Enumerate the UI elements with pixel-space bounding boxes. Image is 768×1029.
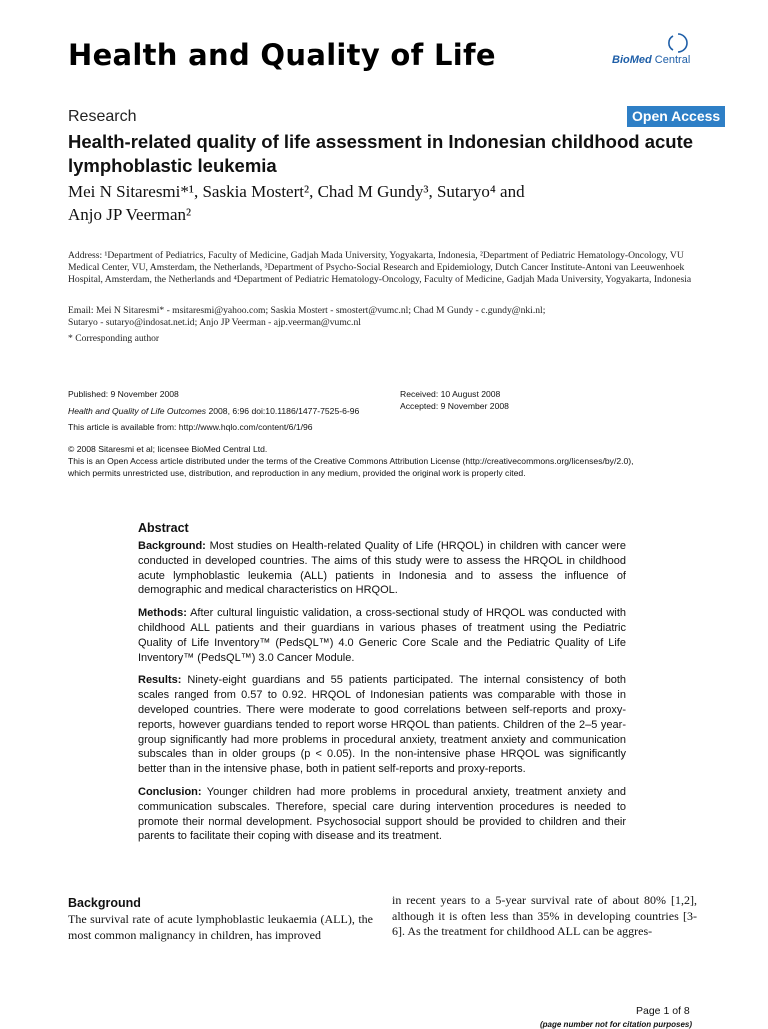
journal-name: Health and Quality of Life Outcomes [68, 406, 207, 416]
citation-line [68, 405, 359, 417]
accepted-date: Accepted: 9 November 2008 [400, 401, 509, 411]
license-line-1[interactable]: This is an Open Access article distributed under the terms of the Creative Commons Attribution License (http://creativecommons.org/licenses/by/2.0), [68, 456, 634, 466]
authors-line-1: Mei N Sitaresmi*¹, Saskia Mostert², Chad M Gundy³, Sutaryo⁴ and [68, 182, 525, 201]
abstract-conclusion-text: Younger children had more problems in procedural anxiety, treatment anxiety and communication subscales. Therefore, special care during intervention procedures is needed to promote their normal development. Psychosocial support should be provided to children and their parents to facilitate their coping with disease and its treatment. [138, 785, 626, 843]
abstract-results-text: Ninety-eight guardians and 55 patients participated. The internal consistency of both scales ranged from 0.57 to 0.92. HRQOL of Indonesian patients was comparable with those in developed countries. There were moderate to good correlations between self-reports and proxy-reports, however guardians tended to report worse HRQOL than patients. Children of the 2–5 year-group significantly had more problems in procedural anxiety, treatment anxiety and communication subscales than in older groups (p < 0.05). In the non-intensive phase HRQOL was significantly better than in the intensive phase, both in patient self-reports and proxy-reports. [138, 674, 626, 776]
body-column-left [68, 896, 373, 943]
emails-line-1[interactable]: Email: Mei N Sitaresmi* - msitaresmi@yahoo.com; Saskia Mostert - smostert@vumc.nl; Chad M Gundy - c.gundy@nki.nl; [68, 305, 546, 316]
body-paragraph-left: The survival rate of acute lymphoblastic leukaemia (ALL), the most common malignancy in children, has improved [68, 912, 373, 942]
body-paragraph-right: in recent years to a 5-year survival rate of about 80% [1,2], although it is often less than 35% in developing countries [3-6]. As the treatment for childhood ALL can be aggres- [392, 893, 697, 939]
abstract-background-label: Background: [138, 540, 206, 552]
abstract-methods-label: Methods: [138, 607, 187, 620]
publisher-name: BioMed [612, 54, 652, 66]
abstract-section [138, 521, 626, 852]
copyright-notice: © 2008 Sitaresmi et al; licensee BioMed Central Ltd. [68, 444, 268, 454]
author-list [68, 180, 708, 226]
abstract-background [138, 539, 626, 598]
article-url[interactable]: This article is available from: http://www.hqlo.com/content/6/1/96 [68, 422, 313, 432]
emails-line-2[interactable]: Sutaryo - sutaryo@indosat.net.id; Anjo JP Veerman - ajp.veerman@vumc.nl [68, 317, 361, 329]
abstract-methods [138, 606, 626, 665]
article-type: Research [68, 108, 137, 125]
paper-title: Health-related quality of life assessment in Indonesian childhood acute lymphoblastic leukemia [68, 131, 694, 176]
abstract-methods-text: After cultural linguistic validation, a cross-sectional study of HRQOL was conducted with childhood ALL patients and their guardians in various phases of treatment using the Pediatric Quality of Life Inventory™ (PedsQL™) 4.0 Generic Core Scale and the Pediatric Quality of Life Inventory™ (PedsQL™) 3.0 Cancer Module. [138, 607, 626, 664]
publisher-suffix: Central [654, 54, 691, 66]
received-date: Received: 10 August 2008 [400, 389, 501, 399]
published-date: Published: 9 November 2008 [68, 389, 179, 399]
abstract-conclusion [138, 785, 626, 844]
open-access-badge: Open Access [627, 106, 725, 127]
section-heading: Background [68, 896, 141, 910]
page-number: Page 1 of 8 [636, 1005, 690, 1017]
body-column-right [392, 893, 697, 940]
abstract-results [138, 673, 626, 777]
abstract-heading: Abstract [138, 521, 189, 535]
abstract-conclusion-label: Conclusion: [138, 785, 202, 798]
license-notice [68, 455, 718, 479]
journal-title: Health and Quality of Life [68, 38, 496, 72]
biomed-logo-icon [667, 32, 689, 54]
page-number-note: (page number not for citation purposes) [540, 1020, 693, 1029]
abstract-results-label: Results: [138, 674, 182, 687]
license-line-2: which permits unrestricted use, distribution, and reproduction in any medium, provided the original work is properly cited. [68, 468, 526, 478]
publisher-logo[interactable] [612, 32, 732, 72]
author-emails [68, 305, 704, 329]
abstract-background-text: Most studies on Health-related Quality of Life (HRQOL) in children with cancer were conducted in developed countries. The aims of this study were to assess the HRQOL in childhood acute lymphoblastic leukemia (ALL) patients in Indonesia and to assess the influence of demographic and medical characteristics on HRQOL. [138, 540, 626, 597]
author-affiliations: Address: ¹Department of Pediatrics, Faculty of Medicine, Gadjah Mada University, Yogyakarta, Indonesia, ²Department of Pediatric Hematology-Oncology, VU Medical Center, VU, Amsterdam, the Netherlands, ³Department of Psycho-Social Research and Epidemiology, Dutch Cancer Institute-Antoni van Leeuwenhoek Hospital, Amsterdam, the Netherlands and ⁴Department of Pediatric Hematology-Oncology, Faculty of Medicine, Gadjah Mada University, Yogyakarta, Indonesia [68, 250, 692, 286]
authors-line-2: Anjo JP Veerman² [68, 205, 192, 224]
corresponding-author-note: * Corresponding author [68, 333, 160, 344]
citation-details: 2008, 6:96 doi:10.1186/1477-7525-6-96 [206, 406, 360, 416]
